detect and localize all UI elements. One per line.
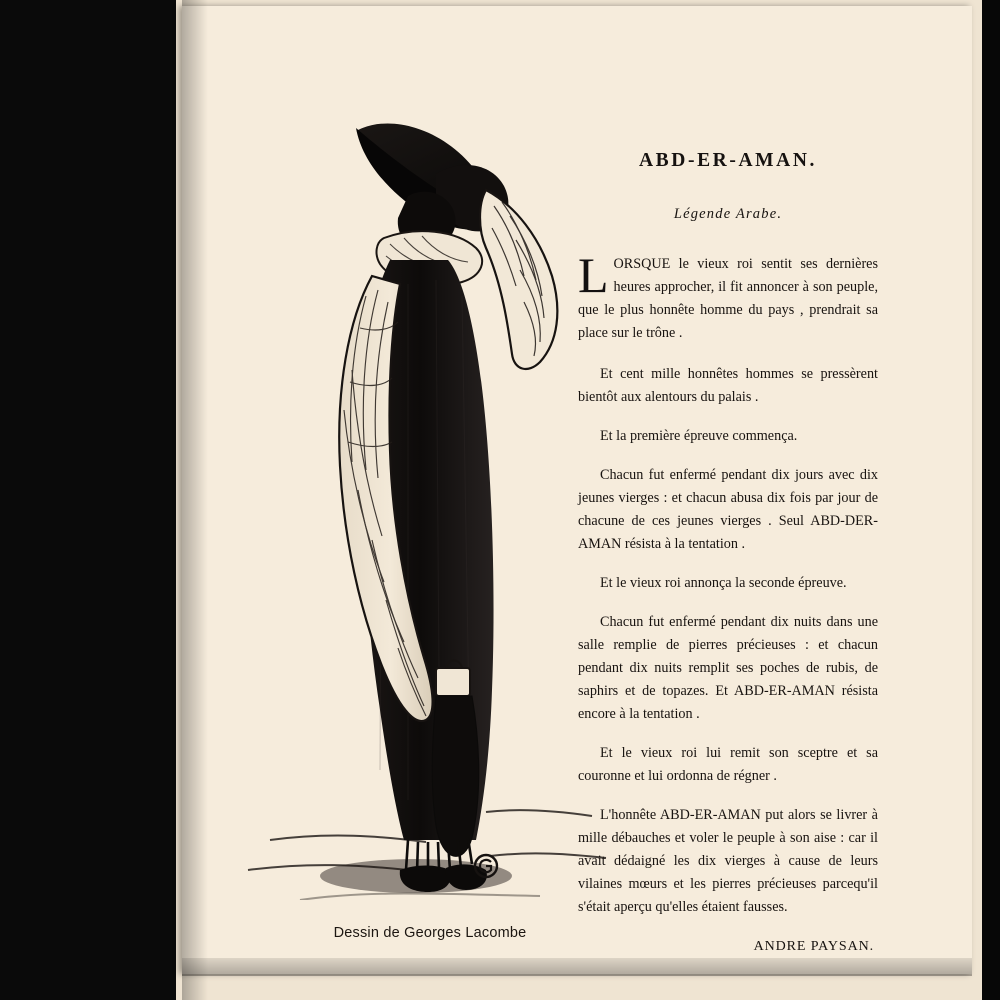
paragraph-1-text: ORSQUE le vieux roi sentit ses dernières heures approcher, il fit annoncer à son peuple, que le plus honnête homme du pays , prendrait sa place sur le trône . [578,256,878,341]
illustration-caption: Dessin de Georges Lacombe [333,925,527,941]
paragraph-3: Et la première épreuve commença. [600,428,798,444]
paragraph-1 [578,247,878,345]
page-subtitle: Légende Arabe. [673,206,783,222]
paragraph-4: Chacun fut enfermé pendant dix jours avec dix jeunes vierges : et chacun abusa dix fois par jour de chacune de ces jeunes vierges . Seul ABD-DER-AMAN résista à la tentation . [578,467,878,552]
paragraph-7: Et le vieux roi lui remit son sceptre et sa couronne et lui ordonna de régner . [578,745,878,784]
page-gutter-left [0,0,176,1000]
illustration-figure [240,70,620,900]
page-title: ABD-ER-AMAN. [639,150,817,171]
paragraph-8: L'honnête ABD-ER-AMAN put alors se livrer à mille débauches et voler le peuple à son aise : car il avait dédaigné les dix vierges à cause de leurs vilaines mœurs et les pierres précieuses parcequ'il s'était aperçu qu'elles étaient fausses. [578,807,878,915]
author-signature: ANDRE PAYSAN. [753,939,874,954]
drop-cap: L [578,247,609,303]
feather-shape [480,190,557,369]
paragraph-2: Et cent mille honnêtes hommes se pressèrent bientôt aux alentours du palais . [578,366,878,405]
page-gutter-right [982,0,1000,1000]
paragraph-5: Et le vieux roi annonça la seconde épreuve. [600,575,847,591]
page-bottom-fold [182,958,972,976]
paragraph-6: Chacun fut enfermé pendant dix nuits dans une salle remplie de pierres précieuses : et chacun pendant dix nuits remplit ses poches de rubis, de saphirs et de topazes. Et ABD-ER-AMAN résista encore à la tentation . [578,614,878,722]
text-column [578,150,878,955]
